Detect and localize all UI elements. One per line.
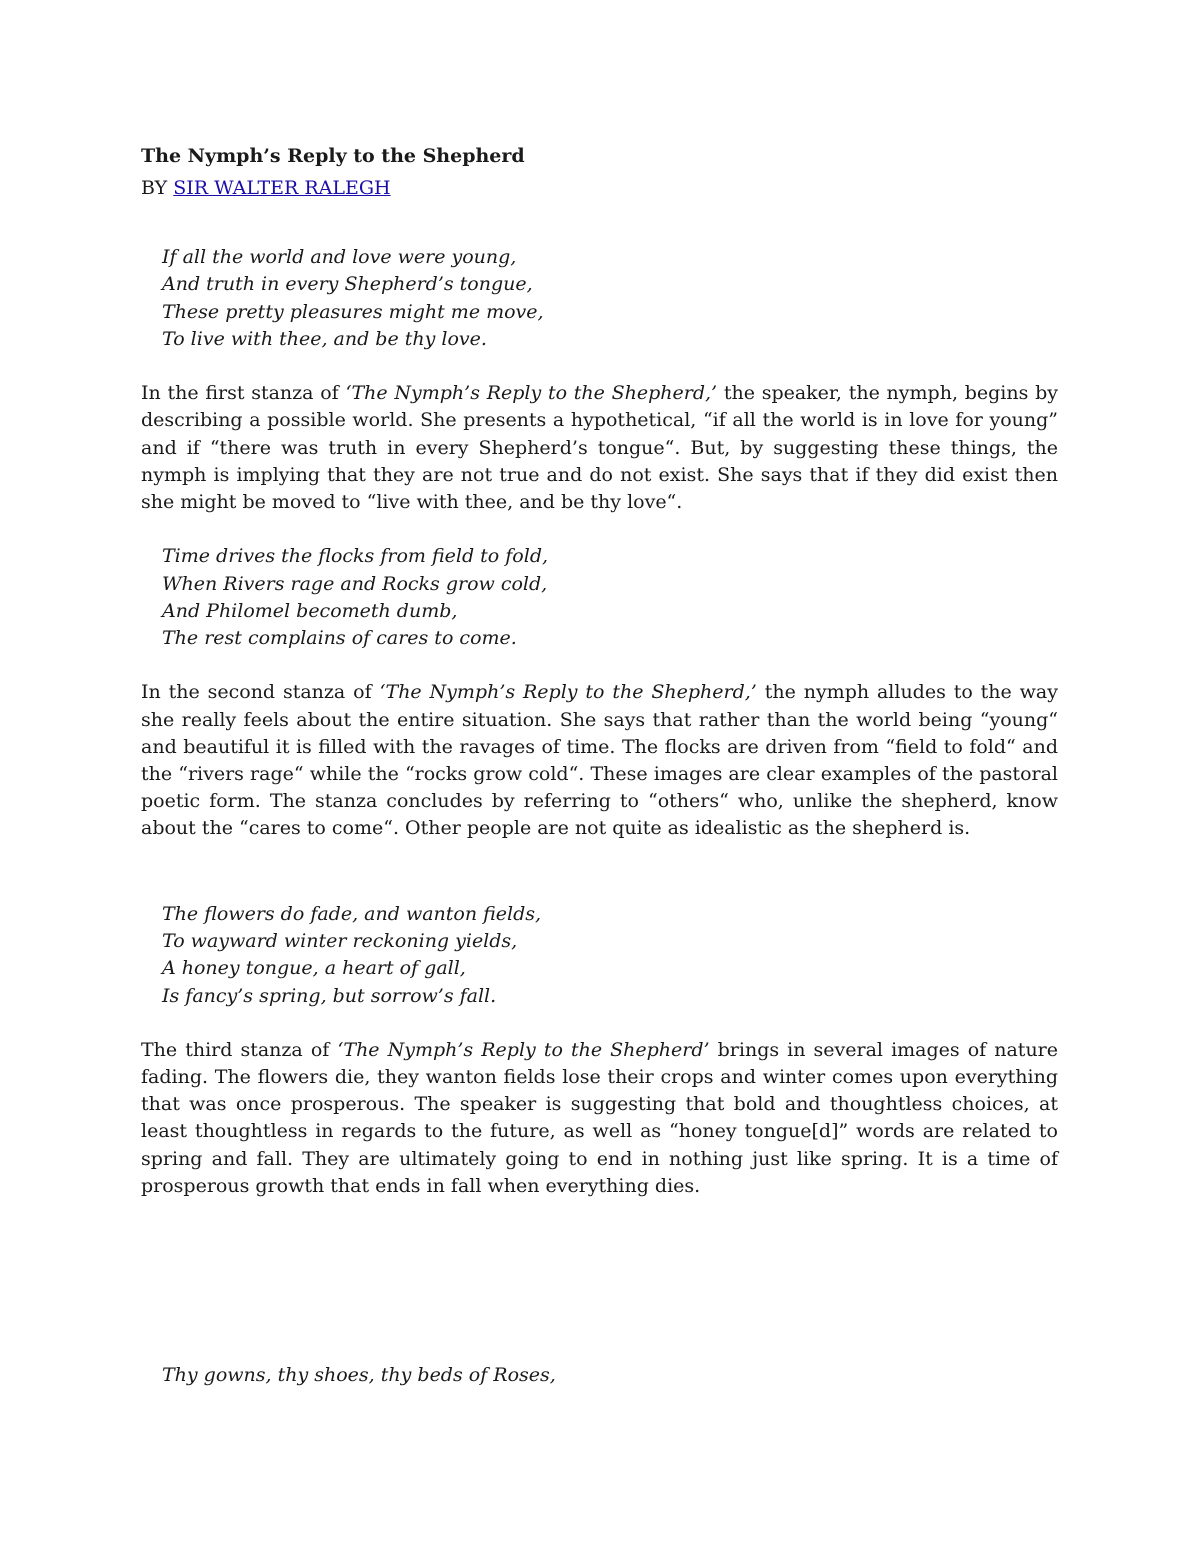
stanza-line: Is fancy’s spring, but sorrow’s fall. xyxy=(162,984,497,1007)
stanza-line: If all the world and love were young, xyxy=(162,246,517,268)
poem-title-reference: ‘The Nymph’s Reply to the Shepherd,’ xyxy=(345,382,718,405)
analysis-paragraph-1 xyxy=(141,380,1058,516)
stanza-line: To live with thee, and be thy love. xyxy=(162,327,487,350)
byline xyxy=(141,172,1058,204)
stanza-line: The flowers do fade, and wanton fields, xyxy=(162,902,542,925)
paragraph-text: the speaker, the nymph, begins by describing a possible world. She presents a hypothetical, “if all the world is in love for young” and if “there was truth in every Shepherd’s tongue“. But, by suggesting these things, the nymph is implying that they are not true and do not exist. She says that if they did exist then she might be moved to “live with thee, and be thy love“. xyxy=(141,382,1058,513)
stanza-line: A honey tongue, a heart of gall, xyxy=(162,957,466,980)
paragraph-text: the nymph alludes to the way she really feels about the entire situation. She says that rather than the world being “young“ and beautiful it is filled with the ravages of time. The flocks are driven from “field to fold“ and the “rivers rage“ while the “rocks grow cold“. These images are clear examples of the pastoral poetic form. The stanza concludes by referring to “others“ who, unlike the shepherd, know about the “cares to come“. Other people are not quite as idealistic as the shepherd is. xyxy=(141,681,1058,840)
paragraph-text: The third stanza of xyxy=(141,1038,338,1061)
poem-title-reference: ‘The Nymph’s Reply to the Shepherd’ xyxy=(337,1038,710,1061)
stanza-line: The rest complains of cares to come. xyxy=(162,627,517,650)
poem-title-reference: ‘The Nymph’s Reply to the Shepherd,’ xyxy=(379,681,757,704)
author-link[interactable]: SIR WALTER RALEGH xyxy=(173,177,391,199)
stanza-line: And Philomel becometh dumb, xyxy=(162,599,458,622)
document-page xyxy=(141,140,1058,1389)
stanza-line: When Rivers rage and Rocks grow cold, xyxy=(162,572,548,595)
poem-title: The Nymph’s Reply to the Shepherd xyxy=(141,145,525,167)
stanza-4 xyxy=(141,1362,1058,1389)
stanza-line: These pretty pleasures might me move, xyxy=(162,300,544,323)
stanza-line: Thy gowns, thy shoes, thy beds of Roses, xyxy=(162,1364,556,1387)
stanza-line: Time drives the flocks from field to fold, xyxy=(162,545,549,568)
paragraph-text: In the second stanza of xyxy=(141,681,380,704)
stanza-1 xyxy=(141,244,1058,353)
stanza-3 xyxy=(141,901,1058,1010)
byline-prefix: BY xyxy=(141,177,174,199)
analysis-paragraph-3 xyxy=(141,1037,1058,1200)
paragraph-text: brings in several images of nature fading. The flowers die, they wanton fields lose their crops and winter comes upon everything that was once prosperous. The speaker is suggesting that bold and thoughtless choices, at least thoughtless in regards to the future, as well as “honey tongue[d]” words are related to spring and fall. They are ultimately going to end in nothing just like spring. It is a time of prosperous growth that ends in fall when everything dies. xyxy=(141,1038,1059,1197)
stanza-2 xyxy=(141,543,1058,652)
stanza-line: To wayward winter reckoning yields, xyxy=(162,929,518,952)
analysis-paragraph-2 xyxy=(141,679,1058,842)
stanza-line: And truth in every Shepherd’s tongue, xyxy=(162,273,533,296)
paragraph-text: In the first stanza of xyxy=(141,382,346,405)
